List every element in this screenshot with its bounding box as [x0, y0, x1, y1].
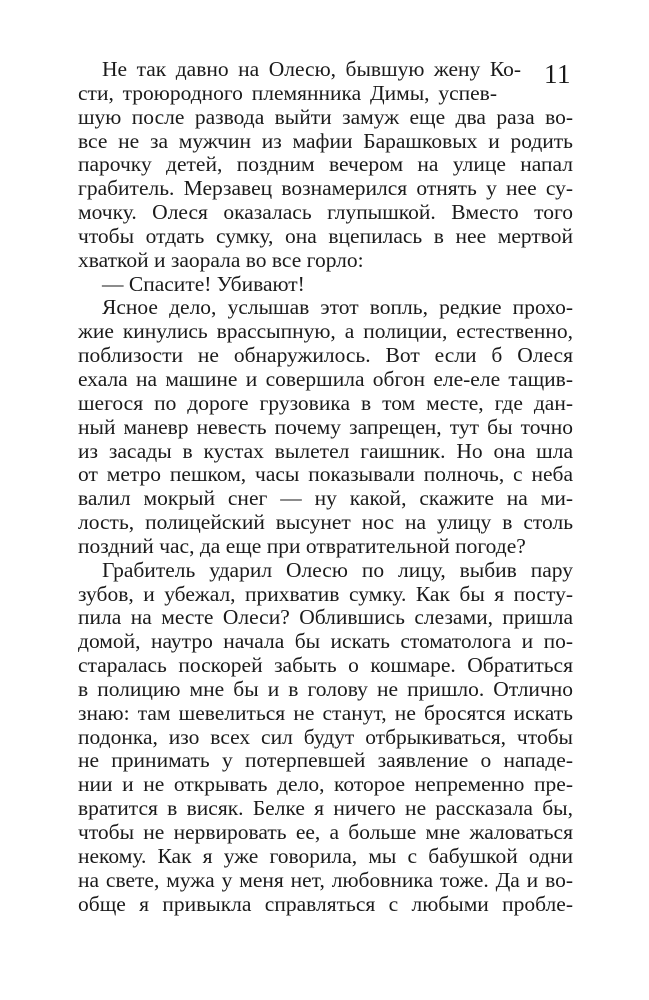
- text-line: шегося по дороге грузовика в том месте, где дан-: [78, 390, 573, 415]
- text-line: грабитель. Мерзавец вознамерился отнять у нее су-: [78, 176, 573, 201]
- page-number: 11: [544, 59, 571, 89]
- text-line: в полицию мне бы и в голову не пришло. Отлично: [78, 676, 573, 701]
- text-line: все не за мужчин из мафии Барашковых и родить: [78, 128, 573, 153]
- text-line: сти, троюродного племянника Димы, успев-: [78, 80, 497, 105]
- text-line: хваткой и заорала во все горло:: [78, 247, 364, 272]
- text-line: парочку детей, поздним вечером на улице напал: [78, 152, 573, 177]
- text-line: подонка, изо всех сил будут отбрыкиваться, чтобы: [78, 724, 573, 749]
- text-line: ехала на машине и совершила обгон еле-еле тащив-: [78, 366, 573, 391]
- text-line: старалась поскорей забыть о кошмаре. Обратиться: [78, 653, 573, 678]
- text-line: Не так давно на Олесю, бывшую жену Ко-: [102, 57, 521, 81]
- text-line: знаю: там шевелиться не станут, не бросятся искать: [78, 700, 573, 725]
- text-line: ный маневр невесть почему запрещен, тут бы точно: [78, 414, 573, 439]
- body-text: [78, 58, 573, 916]
- text-line: из засады в кустах вылетел гаишник. Но она шла: [78, 438, 573, 463]
- text-line: на свете, мужа у меня нет, любовника тоже. Да и во-: [78, 867, 573, 892]
- text-line: жие кинулись врассыпную, а полиции, естественно,: [78, 319, 573, 344]
- text-line: поблизости не обнаружилось. Вот если б Олеся: [78, 343, 573, 368]
- text-line: чтобы не нервировать ее, а больше мне жаловаться: [78, 820, 573, 844]
- text-line: от метро пешком, часы показывали полночь, с неба: [78, 462, 573, 487]
- text-line: чтобы отдать сумку, она вцепилась в нее мертвой: [78, 223, 573, 248]
- text-line: некому. Как я уже говорила, мы с бабушкой одни: [78, 843, 573, 868]
- text-line: домой, наутро начала бы искать стоматолога и по-: [78, 629, 573, 654]
- text-line: вратится в висяк. Белке я ничего не рассказала бы,: [78, 796, 573, 821]
- text-line: Ясное дело, услышав этот вопль, редкие прохо-: [102, 295, 573, 320]
- text-line: зубов, и убежал, прихватив сумку. Как бы я посту-: [78, 581, 573, 606]
- text-line: мочку. Олеся оказалась глупышкой. Вместо того: [78, 200, 573, 225]
- text-line: пила на месте Олеси? Облившись слезами, пришла: [78, 605, 573, 630]
- text-line: не принимать у потерпевшей заявление о нападе-: [78, 748, 573, 773]
- text-line: шую после развода выйти замуж еще два раза во-: [78, 104, 573, 129]
- text-line: лость, полицейский высунет нос на улицу в столь: [78, 510, 573, 535]
- text-line: поздний час, да еще при отвратительной погоде?: [78, 533, 526, 558]
- text-line: — Спасите! Убивают!: [102, 271, 305, 296]
- text-line: нии и не открывать дело, которое непременно пре-: [78, 772, 573, 797]
- text-line: обще я привыкла справляться с любыми пробле-: [78, 891, 573, 916]
- text-line: Грабитель ударил Олесю по лицу, выбив пару: [102, 557, 573, 582]
- text-line: валил мокрый снег — ну какой, скажите на ми-: [78, 486, 573, 511]
